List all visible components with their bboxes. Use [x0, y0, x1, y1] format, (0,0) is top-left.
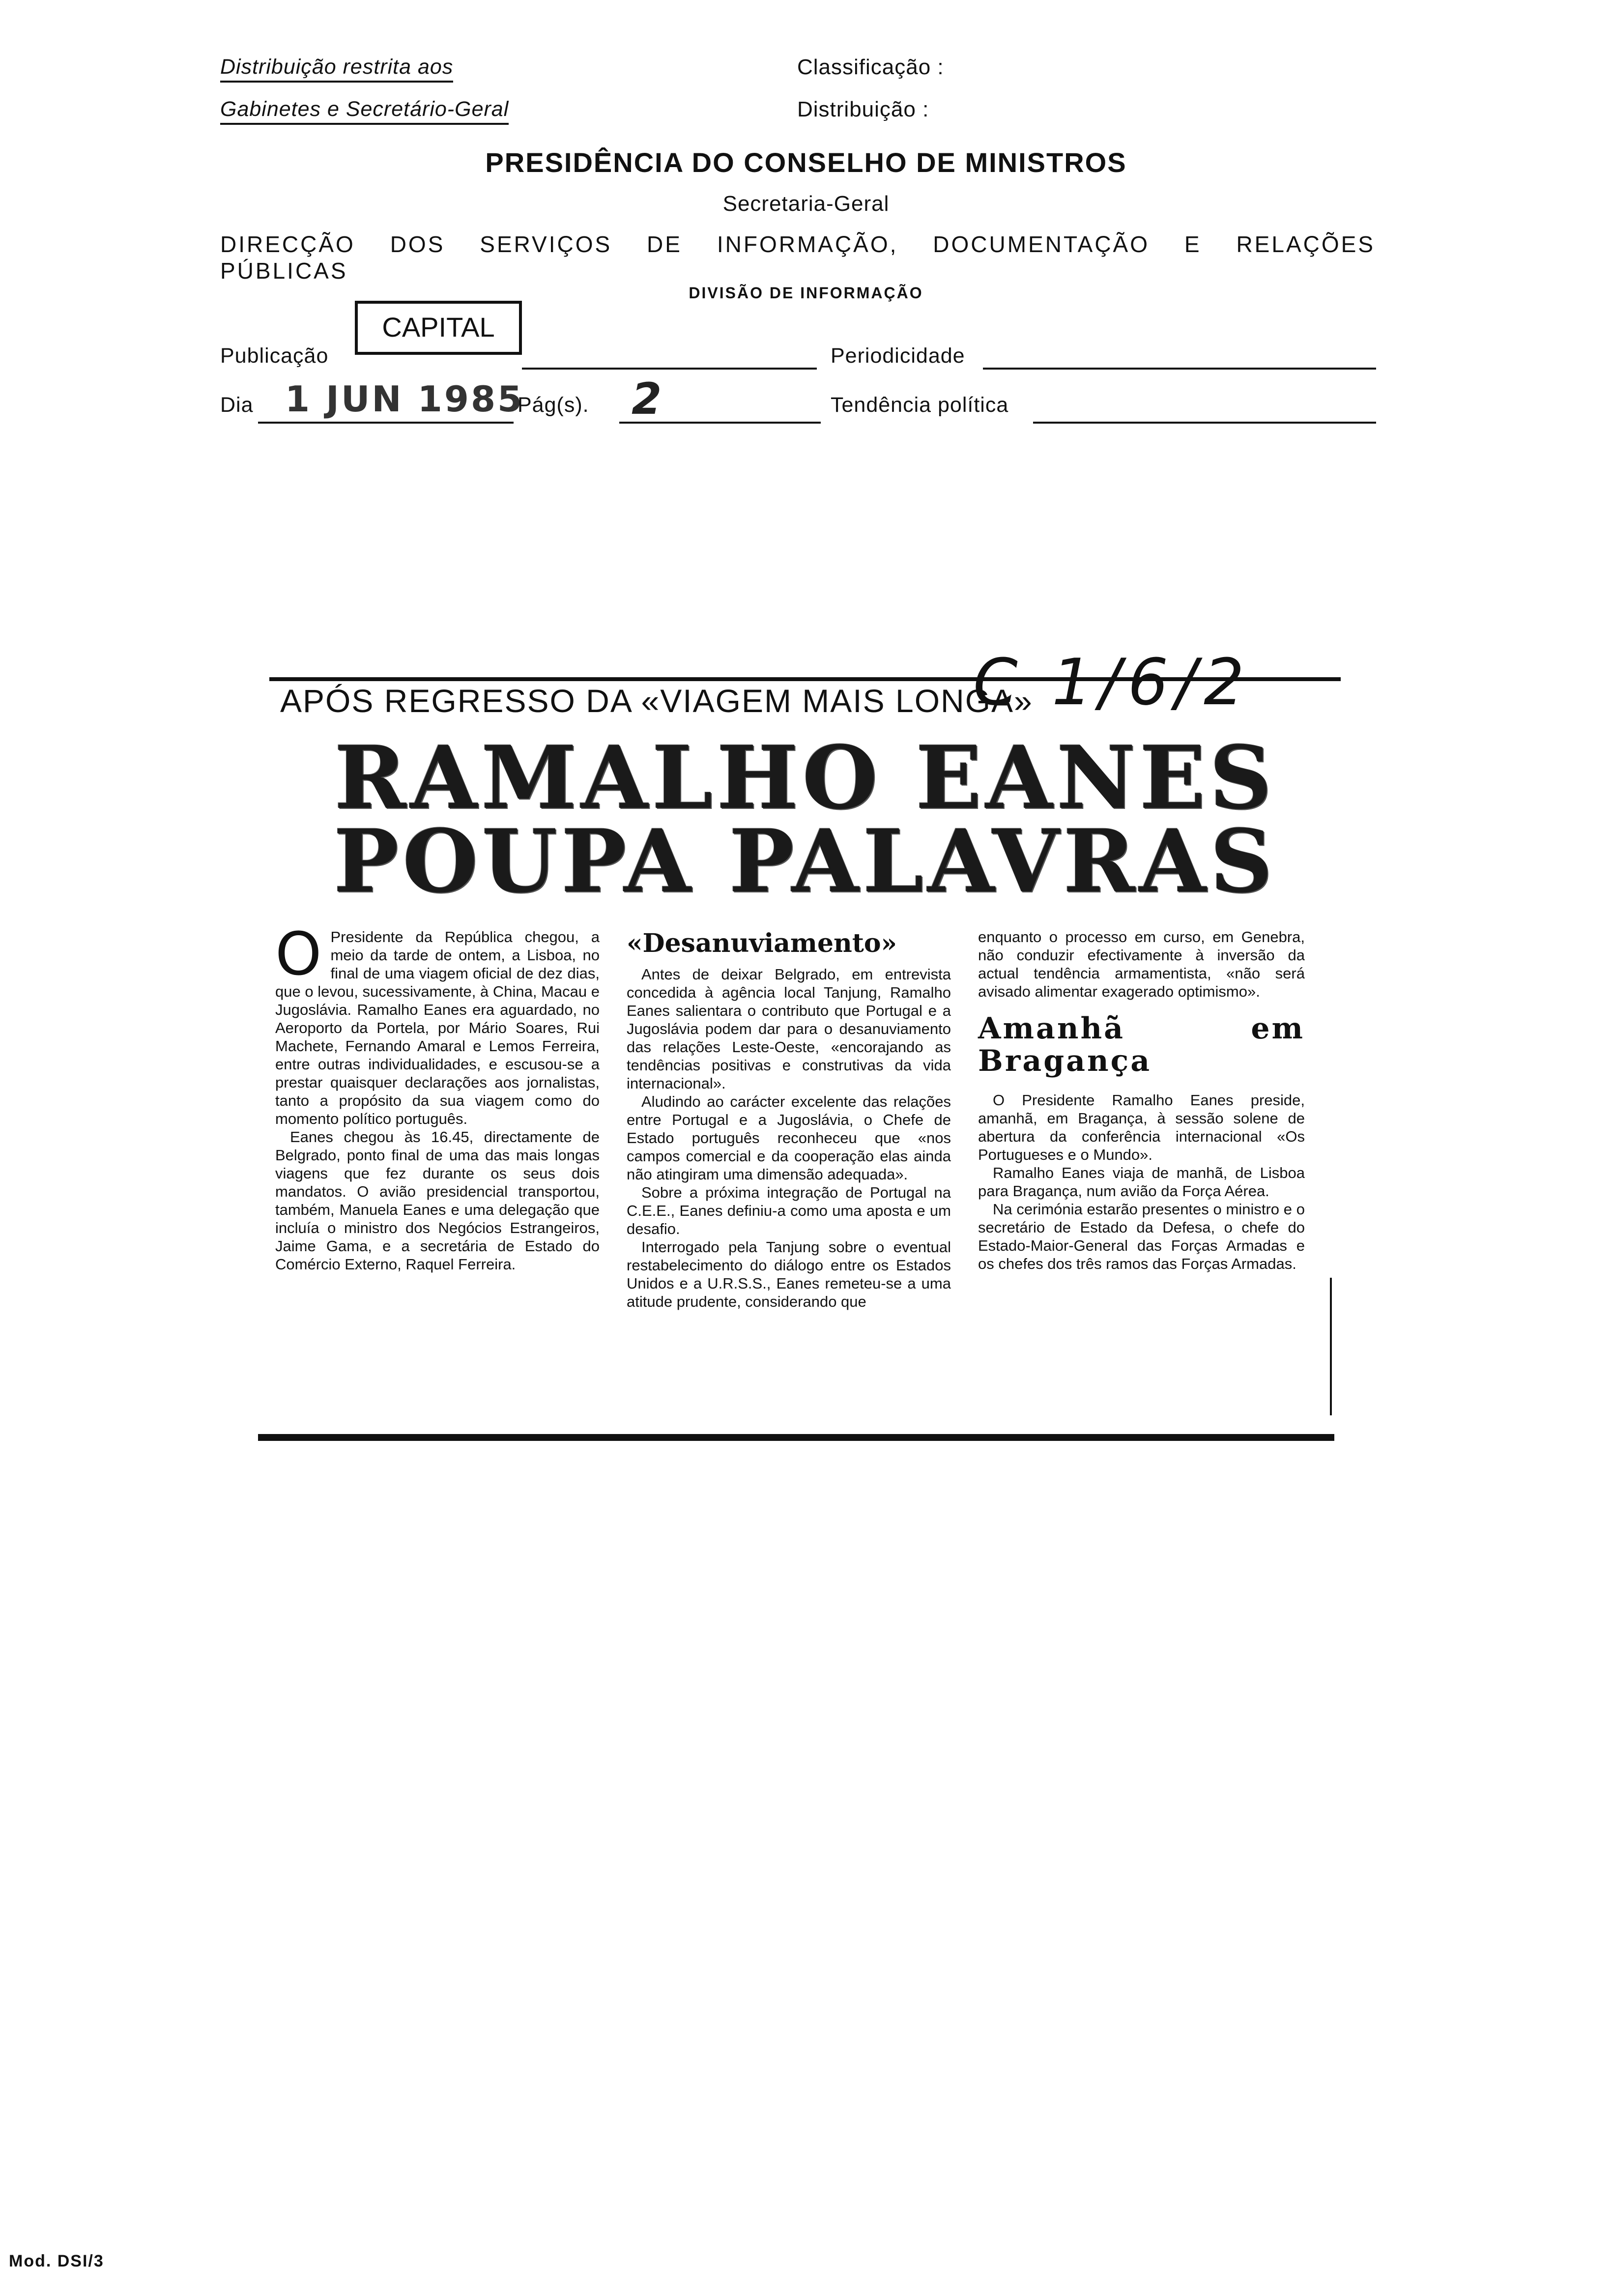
col3-paragraph: enquanto o processo em curso, em Genebra, não conduzir efectivamente à inversão da actual tendência armamentista, «não será avisado alimentar exagerado optimismo». — [978, 928, 1305, 1000]
publicacao-label: Publicação — [220, 344, 329, 368]
drop-cap: O — [275, 920, 322, 989]
direccao-line: DIRECÇÃO DOS SERVIÇOS DE INFORMAÇÃO, DOCUMENTAÇÃO E RELAÇÕES PÚBLICAS — [220, 231, 1375, 284]
publicacao-stamp: CAPITAL — [355, 301, 522, 355]
col3-paragraph: Ramalho Eanes viaja de manhã, de Lisboa para Bragança, num avião da Força Aérea. — [978, 1164, 1305, 1200]
article-column-2 — [627, 928, 951, 1311]
clipping-bottom-rule — [258, 1434, 1334, 1441]
form-model-code: Mod. DSI/3 — [9, 2252, 104, 2270]
col3-subhead: Amanhã em Bragança — [978, 1011, 1305, 1078]
col1-paragraph: Presidente da República chegou, a meio da tarde de ontem, a Lisboa, no final de uma viagem oficial de dez dias, que o levou, sucessivamente, à China, Macau e Jugoslávia. Ramalho Eanes era aguardado, no Aeroporto da Portela, por Mário Soares, Rui Machete, Fernando Amaral e Lemos Ferreira, entre outras individualidades, e escusou-se a prestar quaisquer declarações aos jornalistas, tanto a propósito da sua viagem como do momento político português. — [275, 928, 600, 1127]
headline-line1: RAMALHO EANES — [334, 727, 1276, 829]
article-column-3 — [978, 928, 1305, 1273]
col2-paragraph: Sobre a próxima integração de Portugal na C.E.E., Eanes definiu-a como uma aposta e um desafio. — [627, 1184, 951, 1237]
col2-subhead: «Desanuviamento» — [627, 928, 897, 958]
tendencia-blank — [1033, 422, 1376, 424]
classificacao-label: Classificação : — [797, 55, 944, 79]
publicacao-blank — [522, 368, 817, 370]
clipping-right-rule — [1330, 1278, 1332, 1415]
presidencia-title: PRESIDÊNCIA DO CONSELHO DE MINISTROS — [485, 147, 1127, 178]
col2-paragraph: Interrogado pela Tanjung sobre o eventual restabelecimento do diálogo entre os Estados Unidos e a U.R.S.S., Eanes remeteu-se a uma atitude prudente, considerando que — [627, 1238, 951, 1310]
secretaria-geral: Secretaria-Geral — [722, 192, 890, 216]
col3-paragraph: Na cerimónia estarão presentes o ministro e o secretário de Estado da Defesa, o chefe do Estado-Maior-General das Forças Armadas e os chefes dos três ramos das Forças Armadas. — [978, 1201, 1305, 1272]
col2-paragraph: Antes de deixar Belgrado, em entrevista concedida à agência local Tanjung, Ramalho Eanes salientara o contributo que Portugal e a Jugoslávia podem dar para o desanuviamento das relações Leste-Oeste, «encorajando as tendências positivas e construtivas da vida internacional». — [627, 966, 951, 1092]
article-column-1 — [275, 920, 600, 1273]
divisao-informacao: DIVISÃO DE INFORMAÇÃO — [689, 284, 923, 302]
periodicidade-label: Periodicidade — [831, 344, 965, 368]
clipping-kicker: APÓS REGRESSO DA «VIAGEM MAIS LONGA» — [280, 683, 1033, 719]
distribuicao-label: Distribuição : — [797, 97, 929, 121]
headline-line2: POUPA PALAVRAS — [333, 810, 1277, 912]
col1-paragraph: Eanes chegou às 16.45, directamente de Belgrado, ponto final de uma das mais longas viagens que fez durante os seus dois mandatos. O avião presidencial transportou, também, Manuela Eanes e uma delegação que incluía o ministro dos Negócios Estrangeiros, Jaime Gama, e a secretária de Estado do Comércio Externo, Raquel Ferreira. — [275, 1128, 600, 1273]
periodicidade-blank — [983, 368, 1376, 370]
pags-label: Pág(s). — [518, 393, 589, 417]
dia-blank — [258, 422, 514, 424]
restricted-distribution-line1: Distribuição restrita aos — [220, 55, 453, 79]
dia-label: Dia — [220, 393, 254, 417]
restricted-distribution-line2: Gabinetes e Secretário-Geral — [220, 97, 509, 121]
tendencia-label: Tendência política — [831, 393, 1009, 417]
col2-paragraph: Aludindo ao carácter excelente das relações entre Portugal e a Jugoslávia, o Chefe de Estado português reconheceu que «nos campos comercial e da cooperação elas ainda não atingiram uma dimensão adequada». — [627, 1093, 951, 1183]
pags-handwritten: 2 — [632, 373, 662, 424]
col3-paragraph: O Presidente Ramalho Eanes preside, amanhã, em Bragança, à sessão solene de abertura da conferência internacional «Os Portugueses e o Mundo». — [978, 1091, 1305, 1163]
dia-stamp: 1 JUN 1985 — [285, 378, 524, 420]
handwritten-annotation: C 1/6/2 — [973, 645, 1251, 719]
